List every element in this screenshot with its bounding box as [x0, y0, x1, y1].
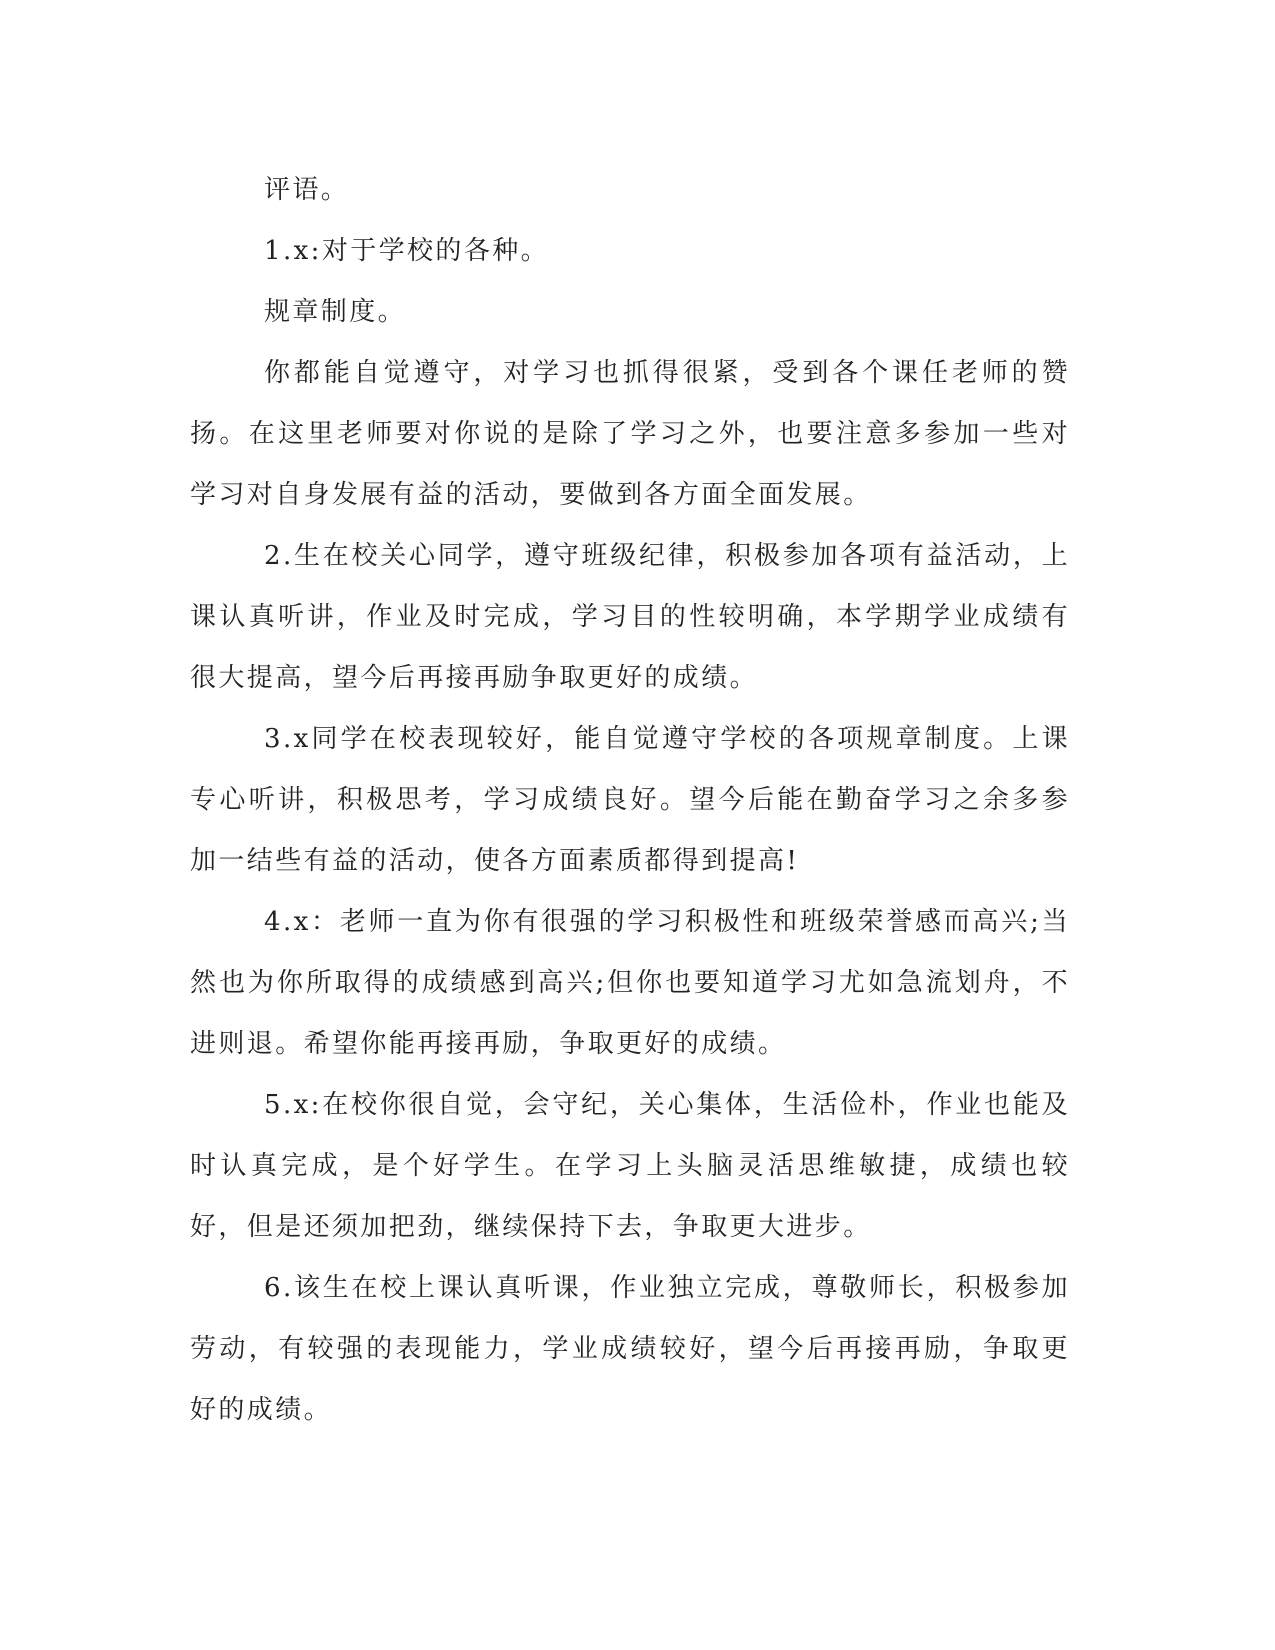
paragraph-2: 2.生在校关心同学，遵守班级纪律，积极参加各项有益活动，上课认真听讲，作业及时完成，学习目的性较明确，本学期学业成绩有很大提高，望今后再接再励争取更好的成绩。 — [190, 541, 1070, 693]
document-body — [190, 160, 1070, 1441]
paragraph-1-rules: 规章制度。 — [264, 297, 407, 327]
paragraph-3: 3.x同学在校表现较好，能自觉遵守学校的各项规章制度。上课专心听讲，积极思考，学习成绩良好。望今后能在勤奋学习之余多参加一结些有益的活动，使各方面素质都得到提高! — [190, 724, 1070, 876]
paragraph-1-intro: 1.x:对于学校的各种。 — [264, 236, 550, 266]
paragraph-1-body: 你都能自觉遵守，对学习也抓得很紧，受到各个课任老师的赞扬。在这里老师要对你说的是除了学习之外，也要注意多参加一些对学习对自身发展有益的活动，要做到各方面全面发展。 — [190, 358, 1070, 510]
paragraph-6: 6.该生在校上课认真听课，作业独立完成，尊敬师长，积极参加劳动，有较强的表现能力，学业成绩较好，望今后再接再励，争取更好的成绩。 — [190, 1273, 1070, 1425]
paragraph-4: 4.x：老师一直为你有很强的学习积极性和班级荣誉感而高兴;当然也为你所取得的成绩感到高兴;但你也要知道学习尤如急流划舟，不进则退。希望你能再接再励，争取更好的成绩。 — [190, 907, 1070, 1059]
paragraph-5: 5.x:在校你很自觉，会守纪，关心集体，生活俭朴，作业也能及时认真完成，是个好学生。在学习上头脑灵活思维敏捷，成绩也较好，但是还须加把劲，继续保持下去，争取更大进步。 — [190, 1090, 1070, 1242]
paragraph-heading: 评语。 — [264, 175, 350, 205]
